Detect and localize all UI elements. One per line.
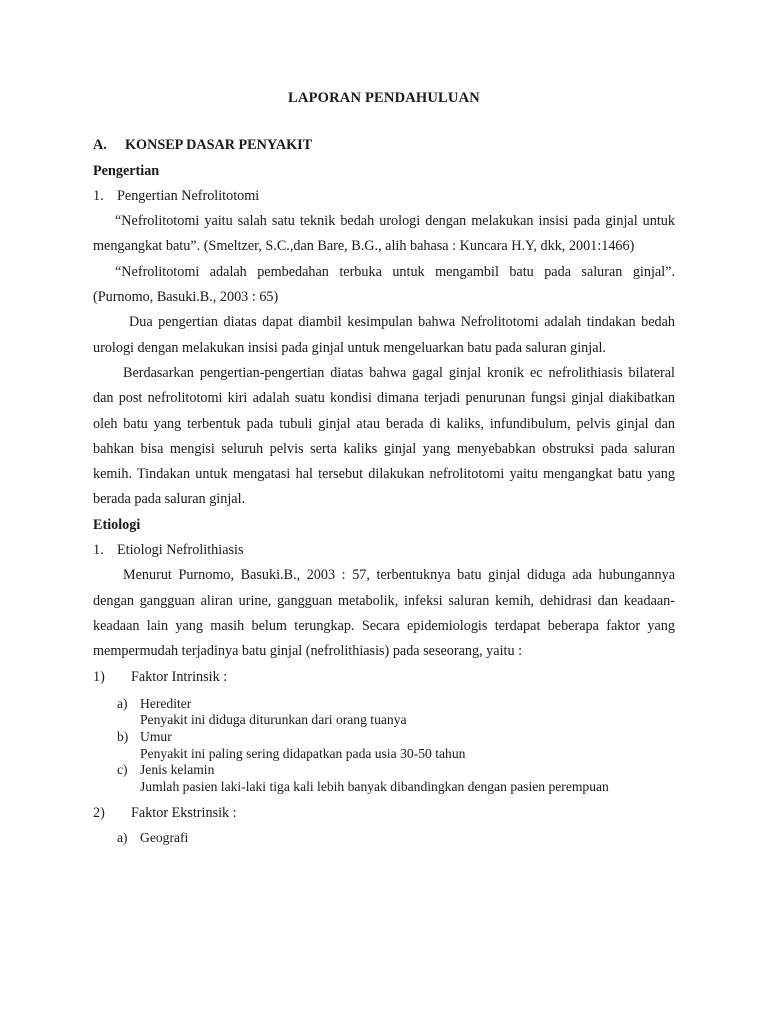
definition-paragraph: Berdasarkan pengertian-pengertian diatas bahwa gagal ginjal kronik ec nefrolithiasis bilateral dan post nefrolitotomi kiri adalah suatu kondisi dimana terjadi penurunan fungsi ginjal diakibatkan oleh batu yang terbentuk pada tubuli ginjal atau berada di kaliks, infundibulum, pelvis ginjal dan bahkan bisa mengisi seluruh pelvis serta kaliks ginjal yang menyebabkan obstruksi pada saluran kemih. Tindakan untuk mengatasi hal tersebut dilakukan nefrolitotomi yaitu mengangkat batu yang berada pada saluran ginjal. (93, 364, 675, 508)
conclusion-paragraph: Dua pengertian diatas dapat diambil kesimpulan bahwa Nefrolitotomi adalah tindakan bedah urologi dengan melakukan insisi pada ginjal untuk mengeluarkan batu pada saluran ginjal. (93, 314, 675, 356)
list-item-desc: Jumlah pasien laki-laki tiga kali lebih banyak dibandingkan dengan pasien perempuan (140, 778, 609, 794)
item-number: 1. (93, 187, 104, 204)
list-item-desc: Penyakit ini diduga diturunkan dari orang tuanya (140, 712, 407, 728)
section-a-heading (93, 133, 675, 158)
factor-intrinsik (93, 665, 675, 690)
factor-label: Faktor Ekstrinsik : (131, 805, 237, 822)
pengertian-item-1 (93, 184, 675, 209)
list-item-name: Jenis kelamin (140, 762, 215, 778)
list-item-name: Herediter (140, 695, 192, 711)
list-item (117, 696, 675, 729)
etiologi-heading: Etiologi (93, 516, 141, 533)
list-item (117, 830, 675, 847)
factor-number: 1) (93, 668, 105, 685)
list-letter: a) (117, 829, 128, 845)
list-item (117, 762, 675, 795)
section-title: KONSEP DASAR PENYAKIT (125, 137, 313, 154)
item-label: Pengertian Nefrolitotomi (117, 187, 260, 204)
item-number: 1. (93, 542, 104, 559)
factor-ekstrinsik (93, 801, 675, 826)
item-label: Etiologi Nefrolithiasis (117, 542, 244, 559)
list-letter: a) (117, 695, 128, 711)
document-title: LAPORAN PENDAHULUAN (288, 90, 480, 106)
list-item-desc: Penyakit ini paling sering didapatkan pada usia 30-50 tahun (140, 745, 466, 761)
etiologi-item-1 (93, 538, 675, 563)
quote-smeltzer: “Nefrolitotomi yaitu salah satu teknik bedah urologi dengan melakukan insisi pada ginjal untuk mengangkat batu”. (Smeltzer, S.C.,dan Bare, B.G., alih bahasa : Kuncara H.Y, dkk, 2001:1466) (93, 213, 675, 255)
list-letter: c) (117, 762, 128, 778)
quote-purnomo: “Nefrolitotomi adalah pembedahan terbuka untuk mengambil batu pada saluran ginjal”. (Purnomo, Basuki.B., 2003 : 65) (93, 263, 675, 306)
list-item-name: Umur (140, 729, 172, 745)
section-letter: A. (93, 137, 107, 154)
pengertian-heading: Pengertian (93, 162, 160, 179)
list-item (117, 729, 675, 762)
factor-number: 2) (93, 805, 105, 822)
list-item-name: Geografi (140, 829, 189, 845)
factor-label: Faktor Intrinsik : (131, 668, 228, 685)
list-letter: b) (117, 729, 129, 745)
intrinsik-list (117, 696, 675, 796)
ekstrinsik-list (117, 830, 675, 847)
etiologi-paragraph: Menurut Purnomo, Basuki.B., 2003 : 57, terbentuknya batu ginjal diduga ada hubungannya dengan gangguan aliran urine, gangguan metabolik, infeksi saluran kemih, dehidrasi dan keadaan-keadaan lain yang masih belum terungkap. Secara epidemiologis terdapat beberapa faktor yang mempermudah terjadinya batu ginjal (nefrolithiasis) pada seseorang, yaitu : (93, 567, 675, 660)
